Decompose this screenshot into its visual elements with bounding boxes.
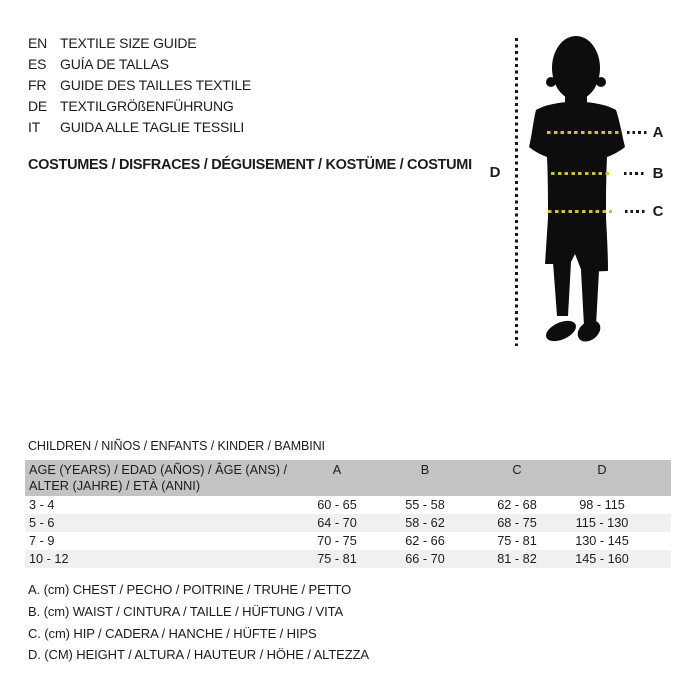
age-value: 5 - 6 <box>29 516 55 530</box>
chest-measure-dash <box>547 131 619 134</box>
table-row <box>25 496 671 514</box>
age-value: 10 - 12 <box>29 552 69 566</box>
child-silhouette-figure <box>515 30 645 350</box>
height-range: 115 - 130 <box>575 516 629 530</box>
hip-range: 62 - 68 <box>497 498 537 512</box>
waist-range: 66 - 70 <box>405 552 445 566</box>
language-title: GUÍA DE TALLAS <box>60 56 169 72</box>
age-value: 3 - 4 <box>29 498 55 512</box>
height-range: 145 - 160 <box>575 552 629 566</box>
height-range: 98 - 115 <box>579 498 625 512</box>
height-measure-line <box>515 38 518 346</box>
chest-range: 70 - 75 <box>317 534 357 548</box>
age-column-header <box>25 460 293 494</box>
column-header-c: C <box>512 463 522 477</box>
table-row <box>25 514 671 532</box>
table-row <box>25 532 671 550</box>
measure-label-a: A <box>652 124 664 141</box>
column-header-a: A <box>332 463 342 477</box>
language-code: FR <box>28 77 47 93</box>
legend-waist: B. (cm) WAIST / CINTURA / TAILLE / HÜFTUNG / VITA <box>28 603 344 619</box>
chest-range: 64 - 70 <box>317 516 357 530</box>
category-title: COSTUMES / DISFRACES / DÉGUISEMENT / KOSTÜME / COSTUMI <box>28 157 472 173</box>
waist-range: 62 - 66 <box>405 534 445 548</box>
language-code: ES <box>28 56 47 72</box>
language-title: GUIDE DES TAILLES TEXTILE <box>60 77 252 93</box>
column-header-d: D <box>597 463 607 477</box>
measure-label-c: C <box>652 203 664 220</box>
age-header-line2: ALTER (JAHRE) / ETÀ (ANNI) <box>29 479 201 493</box>
height-range: 130 - 145 <box>575 534 629 548</box>
language-title: GUIDA ALLE TAGLIE TESSILI <box>60 119 245 135</box>
language-code: IT <box>28 119 41 135</box>
hip-range: 81 - 82 <box>497 552 537 566</box>
waist-measure-leader <box>624 172 646 175</box>
language-title: TEXTILGRÖßENFÜHRUNG <box>60 98 234 114</box>
chest-range: 60 - 65 <box>317 498 357 512</box>
legend-chest: A. (cm) CHEST / PECHO / POITRINE / TRUHE / PETTO <box>28 582 352 597</box>
measurement-legend <box>28 579 369 666</box>
language-code: DE <box>28 98 48 114</box>
language-title: TEXTILE SIZE GUIDE <box>60 35 197 51</box>
waist-range: 55 - 58 <box>405 498 445 512</box>
table-section-title: CHILDREN / NIÑOS / ENFANTS / KINDER / BAMBINI <box>28 439 325 453</box>
hip-measure-dash <box>548 210 612 213</box>
chest-range: 75 - 81 <box>317 552 357 566</box>
waist-range: 58 - 62 <box>405 516 445 530</box>
size-table <box>25 460 671 568</box>
age-value: 7 - 9 <box>29 534 55 548</box>
language-code: EN <box>28 35 48 51</box>
hip-range: 75 - 81 <box>497 534 537 548</box>
column-header-b: B <box>420 463 430 477</box>
age-header-line1: AGE (YEARS) / EDAD (AÑOS) / ÂGE (ANS) / <box>29 463 288 477</box>
waist-measure-dash <box>551 172 610 175</box>
hip-range: 68 - 75 <box>497 516 537 530</box>
hip-measure-leader <box>625 210 646 213</box>
legend-hip: C. (cm) HIP / CADERA / HANCHE / HÜFTE / HIPS <box>28 625 317 641</box>
chest-measure-leader <box>627 131 647 134</box>
measure-label-d: D <box>489 164 501 181</box>
measure-label-b: B <box>652 165 664 182</box>
legend-height: D. (CM) HEIGHT / ALTURA / HAUTEUR / HÖHE / ALTEZZA <box>28 647 369 663</box>
table-header-row <box>25 460 671 496</box>
table-row <box>25 550 671 568</box>
